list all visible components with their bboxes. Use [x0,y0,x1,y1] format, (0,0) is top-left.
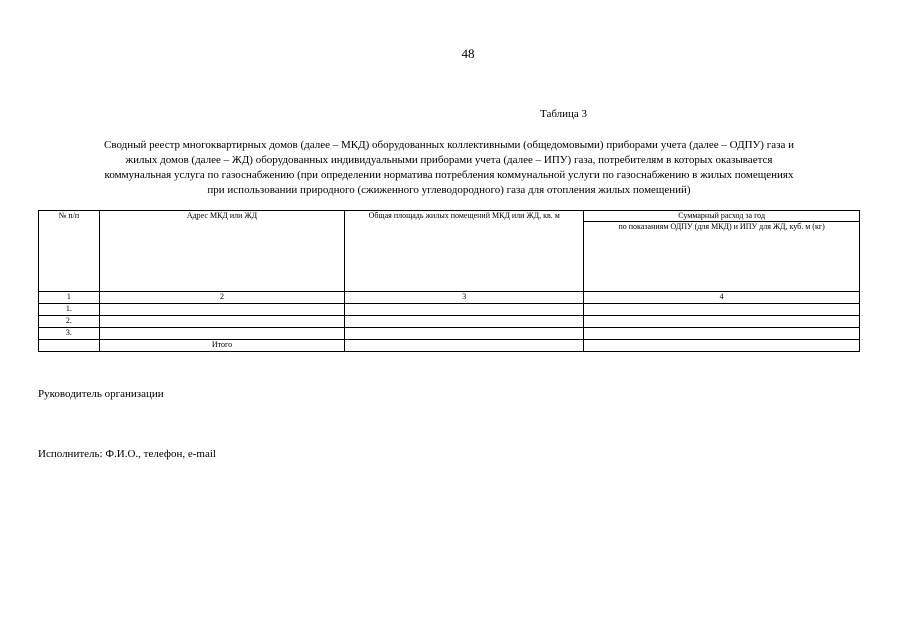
table-row [39,316,860,328]
total-area-cell [345,340,584,352]
row-area [345,328,584,340]
row-area [345,316,584,328]
total-label: Итого [99,340,344,352]
header-area: Общая площадь жилых помещений МКД или ЖД, кв. м [345,211,584,292]
row-consumption [584,304,860,316]
document-title [38,138,860,198]
header-num: № п/п [39,211,100,292]
row-address [99,328,344,340]
row-num: 1. [39,304,100,316]
total-num-cell [39,340,100,352]
head-signature-label: Руководитель организации [38,388,164,400]
table-label: Таблица 3 [540,108,588,120]
row-consumption [584,328,860,340]
title-line: коммунальная услуга по газоснабжению (при определении норматива потребления коммунальной услуги по газоснабжению в жилых помещениях [104,169,794,181]
row-consumption [584,316,860,328]
table-row [39,328,860,340]
column-number: 1 [39,292,100,304]
row-address [99,316,344,328]
page-number: 48 [461,46,475,61]
registry-table [38,210,860,352]
row-num: 3. [39,328,100,340]
total-consumption-cell [584,340,860,352]
header-address: Адрес МКД или ЖД [99,211,344,292]
row-area [345,304,584,316]
title-line: Сводный реестр многоквартирных домов (далее – МКД) оборудованных коллективными (общедомовыми) приборами учета (далее – ОДПУ) газа и [104,139,794,151]
table-header-row [39,211,860,222]
table-row [39,304,860,316]
column-number: 2 [99,292,344,304]
header-consumption-sub: по показаниям ОДПУ (для МКД) и ИПУ для ЖД, куб. м (кг) [584,222,860,292]
row-num: 2. [39,316,100,328]
column-number: 4 [584,292,860,304]
title-line: при использовании природного (сжиженного углеводородного) газа для отопления жилых помещений) [207,184,691,196]
table-total-row [39,340,860,352]
column-number: 3 [345,292,584,304]
title-line: жилых домов (далее – ЖД) оборудованных индивидуальными приборами учета (далее – ИПУ) газа, потребителям в которых оказывается [125,154,773,166]
executor-signature-label: Исполнитель: Ф.И.О., телефон, e-mail [38,448,216,460]
column-number-row [39,292,860,304]
row-address [99,304,344,316]
header-consumption: Суммарный расход за год [584,211,860,222]
